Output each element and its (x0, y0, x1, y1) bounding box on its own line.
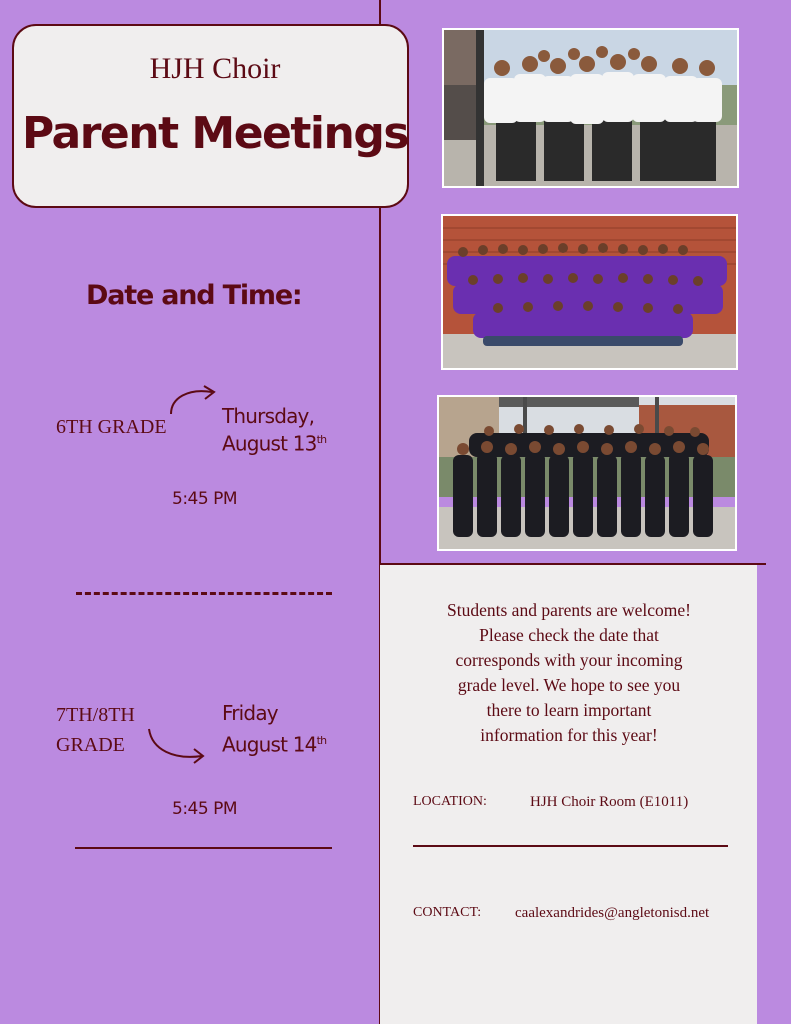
welcome-line: corresponds with your incoming (455, 650, 683, 670)
solid-divider (75, 847, 332, 849)
sixth-grade-label: 6TH GRADE (56, 416, 167, 438)
curved-arrow-down-icon (144, 726, 208, 766)
dashed-divider (76, 592, 332, 595)
location-label: LOCATION: (413, 794, 487, 809)
curved-arrow-up-icon (166, 384, 222, 416)
welcome-line: Please check the date that (479, 625, 659, 645)
grade-line-1: 7TH/8TH (56, 704, 135, 726)
contact-label: CONTACT: (413, 905, 482, 920)
location-value: HJH Choir Room (E1011) (530, 794, 689, 810)
info-divider (413, 845, 728, 847)
sixth-grade-time: 5:45 PM (172, 489, 237, 509)
welcome-line: grade level. We hope to see you (457, 675, 681, 695)
seventh-eighth-grade-date (222, 700, 326, 759)
contact-email[interactable]: caalexandrides@angletonisd.net (515, 905, 710, 921)
seventh-eighth-grade-date-text: August 14th (222, 732, 327, 757)
welcome-message (410, 598, 728, 748)
choir-photo-formal (444, 30, 737, 186)
sixth-grade-date (222, 404, 326, 456)
sixth-grade-day: Thursday, (222, 404, 315, 428)
choir-photo-purple-shirts (443, 216, 736, 368)
seventh-eighth-grade-day: Friday (222, 701, 278, 725)
info-panel-top-border (380, 563, 766, 565)
seventh-eighth-grade-time: 5:45 PM (172, 799, 237, 819)
sixth-grade-date-text: August 13th (222, 431, 327, 456)
seventh-eighth-grade-label (56, 700, 135, 760)
welcome-line: there to learn important (486, 700, 652, 720)
grade-line-2: GRADE (56, 734, 125, 756)
welcome-line: Students and parents are welcome! (447, 600, 691, 620)
date-time-heading: Date and Time: (86, 280, 302, 311)
welcome-line: information for this year! (480, 725, 658, 745)
choir-name: HJH Choir (149, 52, 281, 85)
choir-photo-black-dresses (439, 397, 735, 549)
page-title: Parent Meetings (21, 108, 409, 159)
